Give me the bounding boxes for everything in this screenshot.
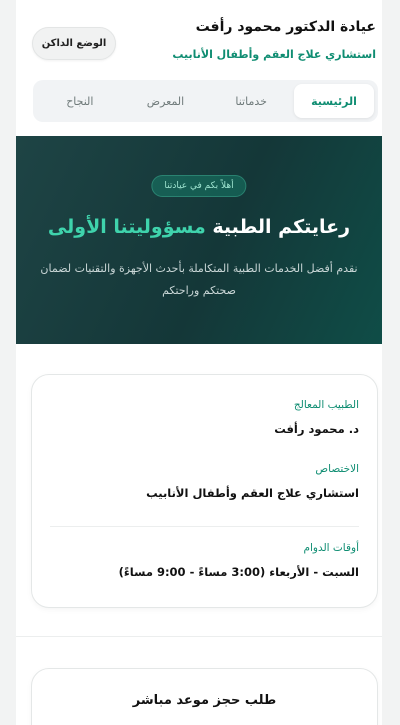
tab-gallery[interactable]: المعرض <box>146 94 185 108</box>
info-divider <box>50 526 359 527</box>
clinic-name: عيادة الدكتور محمود رأفت <box>195 19 376 35</box>
specialty-value: استشاري علاج العقم وأطفال الأنابيب <box>146 486 359 500</box>
clinic-subtitle: استشاري علاج العقم وأطفال الأنابيب <box>172 48 376 61</box>
dark-mode-button[interactable]: الوضع الداكن <box>32 27 116 60</box>
tab-services[interactable]: خدماتنا <box>235 94 267 108</box>
tab-bar <box>33 80 378 122</box>
header <box>16 0 382 80</box>
doctor-label: الطبيب المعالج <box>293 399 359 411</box>
hero-title <box>16 216 382 238</box>
specialty-label: الاختصاص <box>315 463 359 475</box>
hero-title-accent: مسؤوليتنا الأولى <box>47 216 206 238</box>
tab-home[interactable]: الرئيسية <box>294 84 374 118</box>
hours-value: السبت - الأربعاء (3:00 مساءً - 9:00 مساءً) <box>118 565 359 579</box>
section-divider <box>16 636 382 637</box>
hero-banner <box>16 136 382 344</box>
page-container <box>16 0 382 725</box>
tab-success[interactable]: النجاح <box>66 94 94 108</box>
specialty-info <box>50 463 359 500</box>
booking-title: طلب حجز موعد مباشر <box>132 693 277 708</box>
hero-description: نقدم أفضل الخدمات الطبية المتكاملة بأحدث الأجهزة والتقنيات لضمان صحتكم وراحتكم <box>40 262 358 297</box>
doctor-value: د. محمود رأفت <box>274 422 359 436</box>
hero-title-main: رعايتكم الطبية <box>212 216 351 238</box>
booking-card <box>31 668 378 725</box>
doctor-info <box>50 399 359 436</box>
clinic-info-card <box>31 374 378 608</box>
hours-info <box>50 542 359 579</box>
hours-label: أوقات الدوام <box>303 542 359 554</box>
hero-badge: أهلاً بكم في عيادتنا <box>151 175 246 197</box>
